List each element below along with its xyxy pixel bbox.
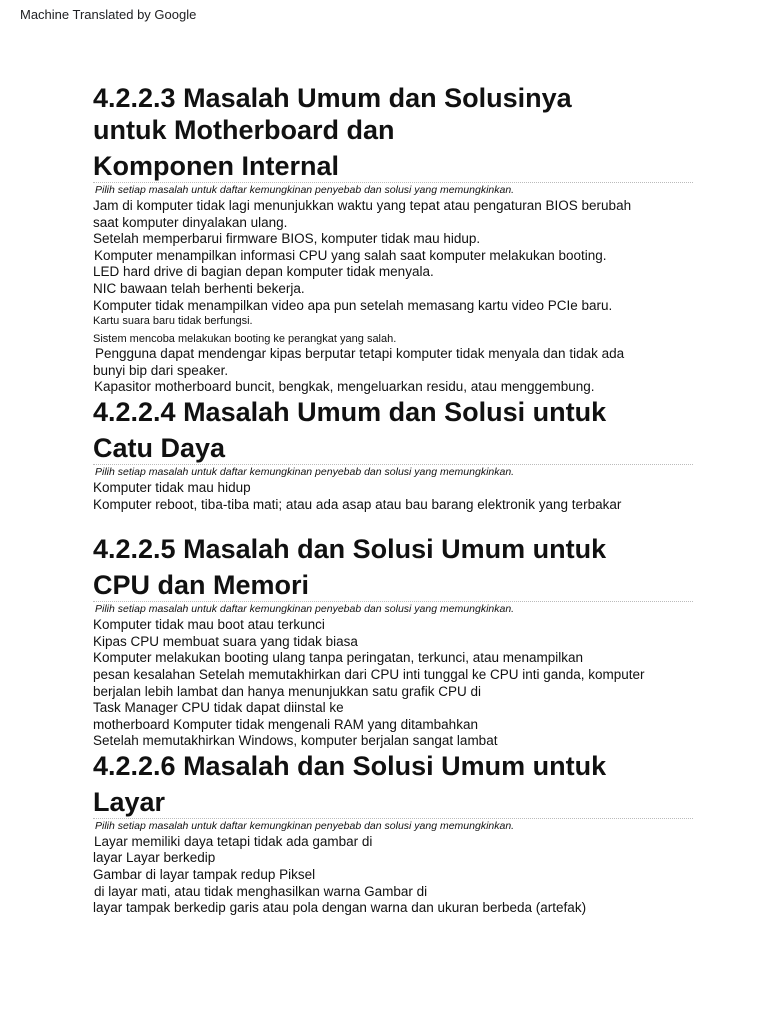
problem-item[interactable]: Pengguna dapat mendengar kipas berputar tetapi komputer tidak menyala dan tidak ada [95,346,625,362]
section-power-supply [93,396,693,513]
section-title: 4.2.2.6 Masalah dan Solusi Umum untuk Layar [93,750,693,819]
machine-translation-banner: Machine Translated by Google [20,7,197,22]
problem-item[interactable]: Kapasitor motherboard buncit, bengkak, mengeluarkan residu, atau menggembung. [94,379,595,395]
problem-item[interactable]: Komputer tidak mau boot atau terkunci [93,617,325,633]
problem-item[interactable]: Kartu suara baru tidak berfungsi. [93,315,253,328]
problem-item[interactable]: Komputer menampilkan informasi CPU yang salah saat komputer melakukan booting. [94,247,607,263]
problem-item[interactable]: layar tampak berkedip garis atau pola dengan warna dan ukuran berbeda (artefak) [93,900,587,916]
section-intro: Pilih setiap masalah untuk daftar kemungkinan penyebab dan solusi yang memungkinkan. [95,603,515,616]
problem-item[interactable]: Jam di komputer tidak lagi menunjukkan waktu yang tepat atau pengaturan BIOS berubah [93,198,632,213]
problem-item[interactable]: Sistem mencoba melakukan booting ke perangkat yang salah. [93,333,397,346]
problem-item[interactable]: Komputer reboot, tiba-tiba mati; atau ada asap atau bau barang elektronik yang terbakar [93,496,622,512]
problem-item[interactable]: Komputer melakukan booting ulang tanpa peringatan, terkunci, atau menampilkan [93,650,584,666]
problem-item[interactable]: Setelah memperbarui firmware BIOS, komputer tidak mau hidup. [93,231,481,247]
problem-item[interactable]: LED hard drive di bagian depan komputer tidak menyala. [93,264,434,280]
problem-item-cont: berjalan lebih lambat dan hanya menunjukkan satu grafik CPU di [93,683,481,699]
section-title: 4.2.2.5 Masalah dan Solusi Umum untuk CPU dan Memori [93,533,693,602]
problem-item-cont: pesan kesalahan Setelah memutakhirkan dari CPU inti tunggal ke CPU inti ganda, komputer [93,666,645,682]
section-title: 4.2.2.3 Masalah Umum dan Solusinya untuk Motherboard dan Komponen Internal [93,82,693,183]
problem-item[interactable]: NIC bawaan telah berhenti bekerja. [93,280,305,296]
section-intro: Pilih setiap masalah untuk daftar kemungkinan penyebab dan solusi yang memungkinkan. [95,819,515,832]
problem-item[interactable]: Komputer tidak menampilkan video apa pun setelah memasang kartu video PCIe baru. [93,297,613,313]
problem-item[interactable]: Kipas CPU membuat suara yang tidak biasa [93,633,358,649]
section-display [93,750,693,917]
section-intro: Pilih setiap masalah untuk daftar kemungkinan penyebab dan solusi yang memungkinkan. [95,184,515,196]
problem-item-cont: motherboard Komputer tidak mengenali RAM yang ditambahkan [93,716,478,732]
problem-item-cont: bunyi bip dari speaker. [93,362,229,378]
problem-item[interactable]: Layar memiliki daya tetapi tidak ada gambar di [94,833,373,849]
document-page [93,82,693,917]
section-cpu-memory [93,533,693,750]
section-intro: Pilih setiap masalah untuk daftar kemungkinan penyebab dan solusi yang memungkinkan. [95,465,515,478]
problem-item[interactable]: layar Layar berkedip [93,850,216,866]
problem-item[interactable]: Gambar di layar tampak redup Piksel [93,867,316,883]
problem-item-cont: saat komputer dinyalakan ulang. [93,214,288,230]
section-title: 4.2.2.4 Masalah Umum dan Solusi untuk Catu Daya [93,396,693,465]
section-motherboard [93,82,693,396]
problem-item[interactable]: Komputer tidak mau hidup [93,479,251,495]
problem-item-cont: Task Manager CPU tidak dapat diinstal ke [93,700,344,716]
problem-item[interactable]: di layar mati, atau tidak menghasilkan warna Gambar di [94,883,428,899]
problem-item[interactable]: Setelah memutakhirkan Windows, komputer berjalan sangat lambat [93,733,498,749]
